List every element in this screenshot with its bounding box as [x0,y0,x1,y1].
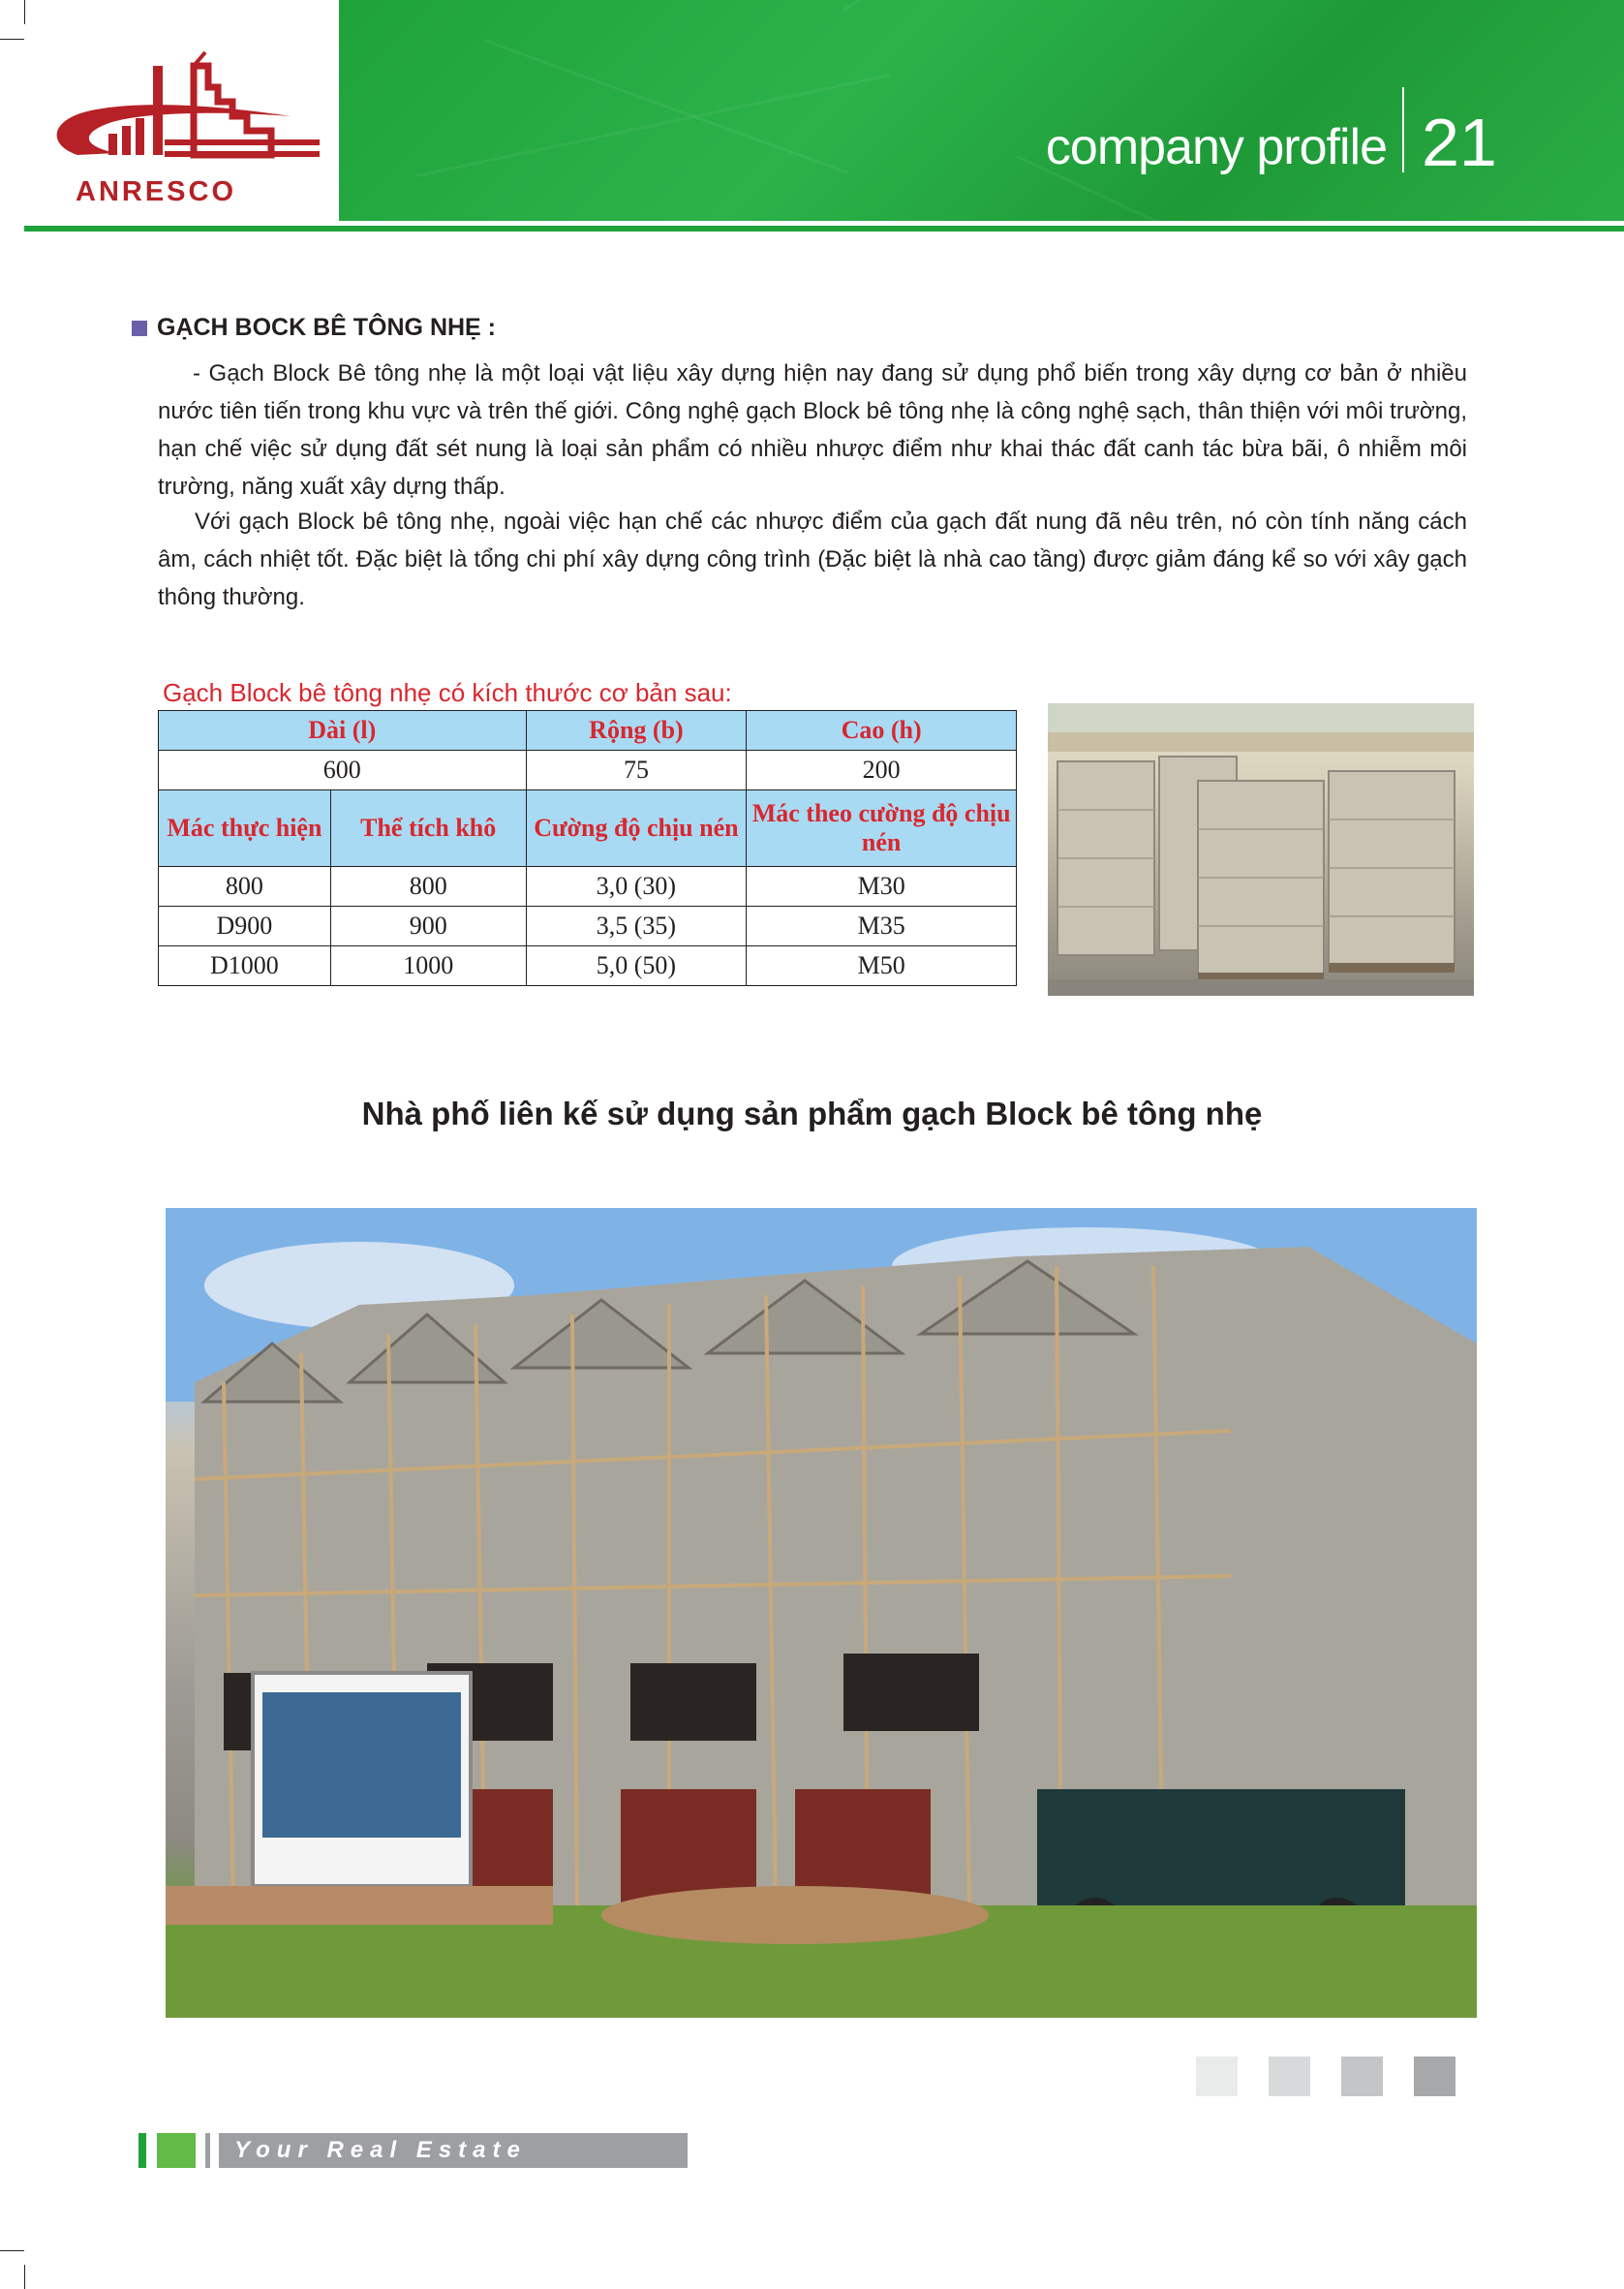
table-cell: 600 [159,751,527,790]
decorative-square [1269,2057,1310,2096]
page-number: 21 [1422,105,1497,180]
table-cell: D900 [159,907,331,946]
table-cell: M50 [747,946,1017,986]
section-heading: GẠCH BOCK BÊ TÔNG NHẸ : [157,314,496,341]
table-header-cell: Rộng (b) [526,711,747,751]
table-row [159,711,1017,751]
table-row [159,907,1017,946]
table-header-cell: Mác theo cường độ chịu nén [747,790,1017,867]
header-title: company profile [1045,119,1387,175]
header-rule [24,226,1624,232]
table-cell: 3,5 (35) [526,907,747,946]
crop-mark-bl-v [24,2265,25,2289]
table-row [159,867,1017,907]
photo-block-stacks [1048,703,1474,996]
logo-building-icon [48,39,339,184]
table-cell: 5,0 (50) [526,946,747,986]
table-row [159,790,1017,867]
specification-table [158,710,1017,986]
table-cell: 1000 [330,946,526,986]
table-caption: Gạch Block bê tông nhẹ có kích thước cơ bản sau: [163,678,732,707]
table-cell: M30 [747,867,1017,907]
decorative-square [1414,2057,1455,2096]
crop-mark-tl-v [24,0,25,24]
table-row [159,751,1017,790]
photo-townhouse-construction [166,1208,1477,2018]
photo-caption: Nhà phố liên kế sử dụng sản phẩm gạch Block bê tông nhẹ [361,1096,1263,1131]
table-header-cell: Mác thực hiện [159,790,331,867]
footer-accent-bar [138,2133,146,2168]
logo-wordmark: ANRESCO [76,176,237,207]
table-cell: 900 [330,907,526,946]
table-cell: D1000 [159,946,331,986]
crop-mark-bl-h [0,2250,24,2251]
table-cell: M35 [747,907,1017,946]
decorative-square [1341,2057,1383,2096]
table-header-cell: Cường độ chịu nén [526,790,747,867]
table-cell: 800 [330,867,526,907]
table-cell: 75 [526,751,747,790]
table-header-cell: Thể tích khô [330,790,526,867]
crop-mark-tl-h [0,39,24,40]
section-bullet-icon [132,321,147,336]
table-cell: 200 [747,751,1017,790]
footer-tagline: Your Real Estate Developer [219,2133,688,2168]
footer-accent-bar [205,2133,210,2168]
paragraph-intro: - Gạch Block Bê tông nhẹ là một loại vật liệu xây dựng hiện nay đang sử dụng phổ biến trong xây dựng cơ bản ở nhiều nước tiên tiến trong khu vực và trên thế giới. Công nghệ gạch Block bê tông nhẹ là công nghệ sạch, thân thiện với môi trường, hạn chế việc sử dụng đất sét nung là loại sản phẩm có nhiều nhược điểm như khai thác đất canh tác bừa bãi, ô nhiễm môi trường, năng xuất xây dựng thấp. [158,360,1467,500]
table-header-cell: Dài (l) [159,711,527,751]
table-row [159,946,1017,986]
paragraph-benefits: Với gạch Block bê tông nhẹ, ngoài việc hạn chế các nhược điểm của gạch đất nung đã nêu trên, nó còn tính năng cách âm, cách nhiệt tốt. Đặc biệt là tổng chi phí xây dựng công trình (Đặc biệt là nhà cao tầng) được giảm đáng kể so với xây gạch thông thường. [158,509,1467,610]
table-cell: 800 [159,867,331,907]
table-header-cell: Cao (h) [747,711,1017,751]
header-divider [1402,87,1404,172]
table-cell: 3,0 (30) [526,867,747,907]
decorative-square [1196,2057,1238,2096]
footer-accent-block [157,2133,196,2168]
